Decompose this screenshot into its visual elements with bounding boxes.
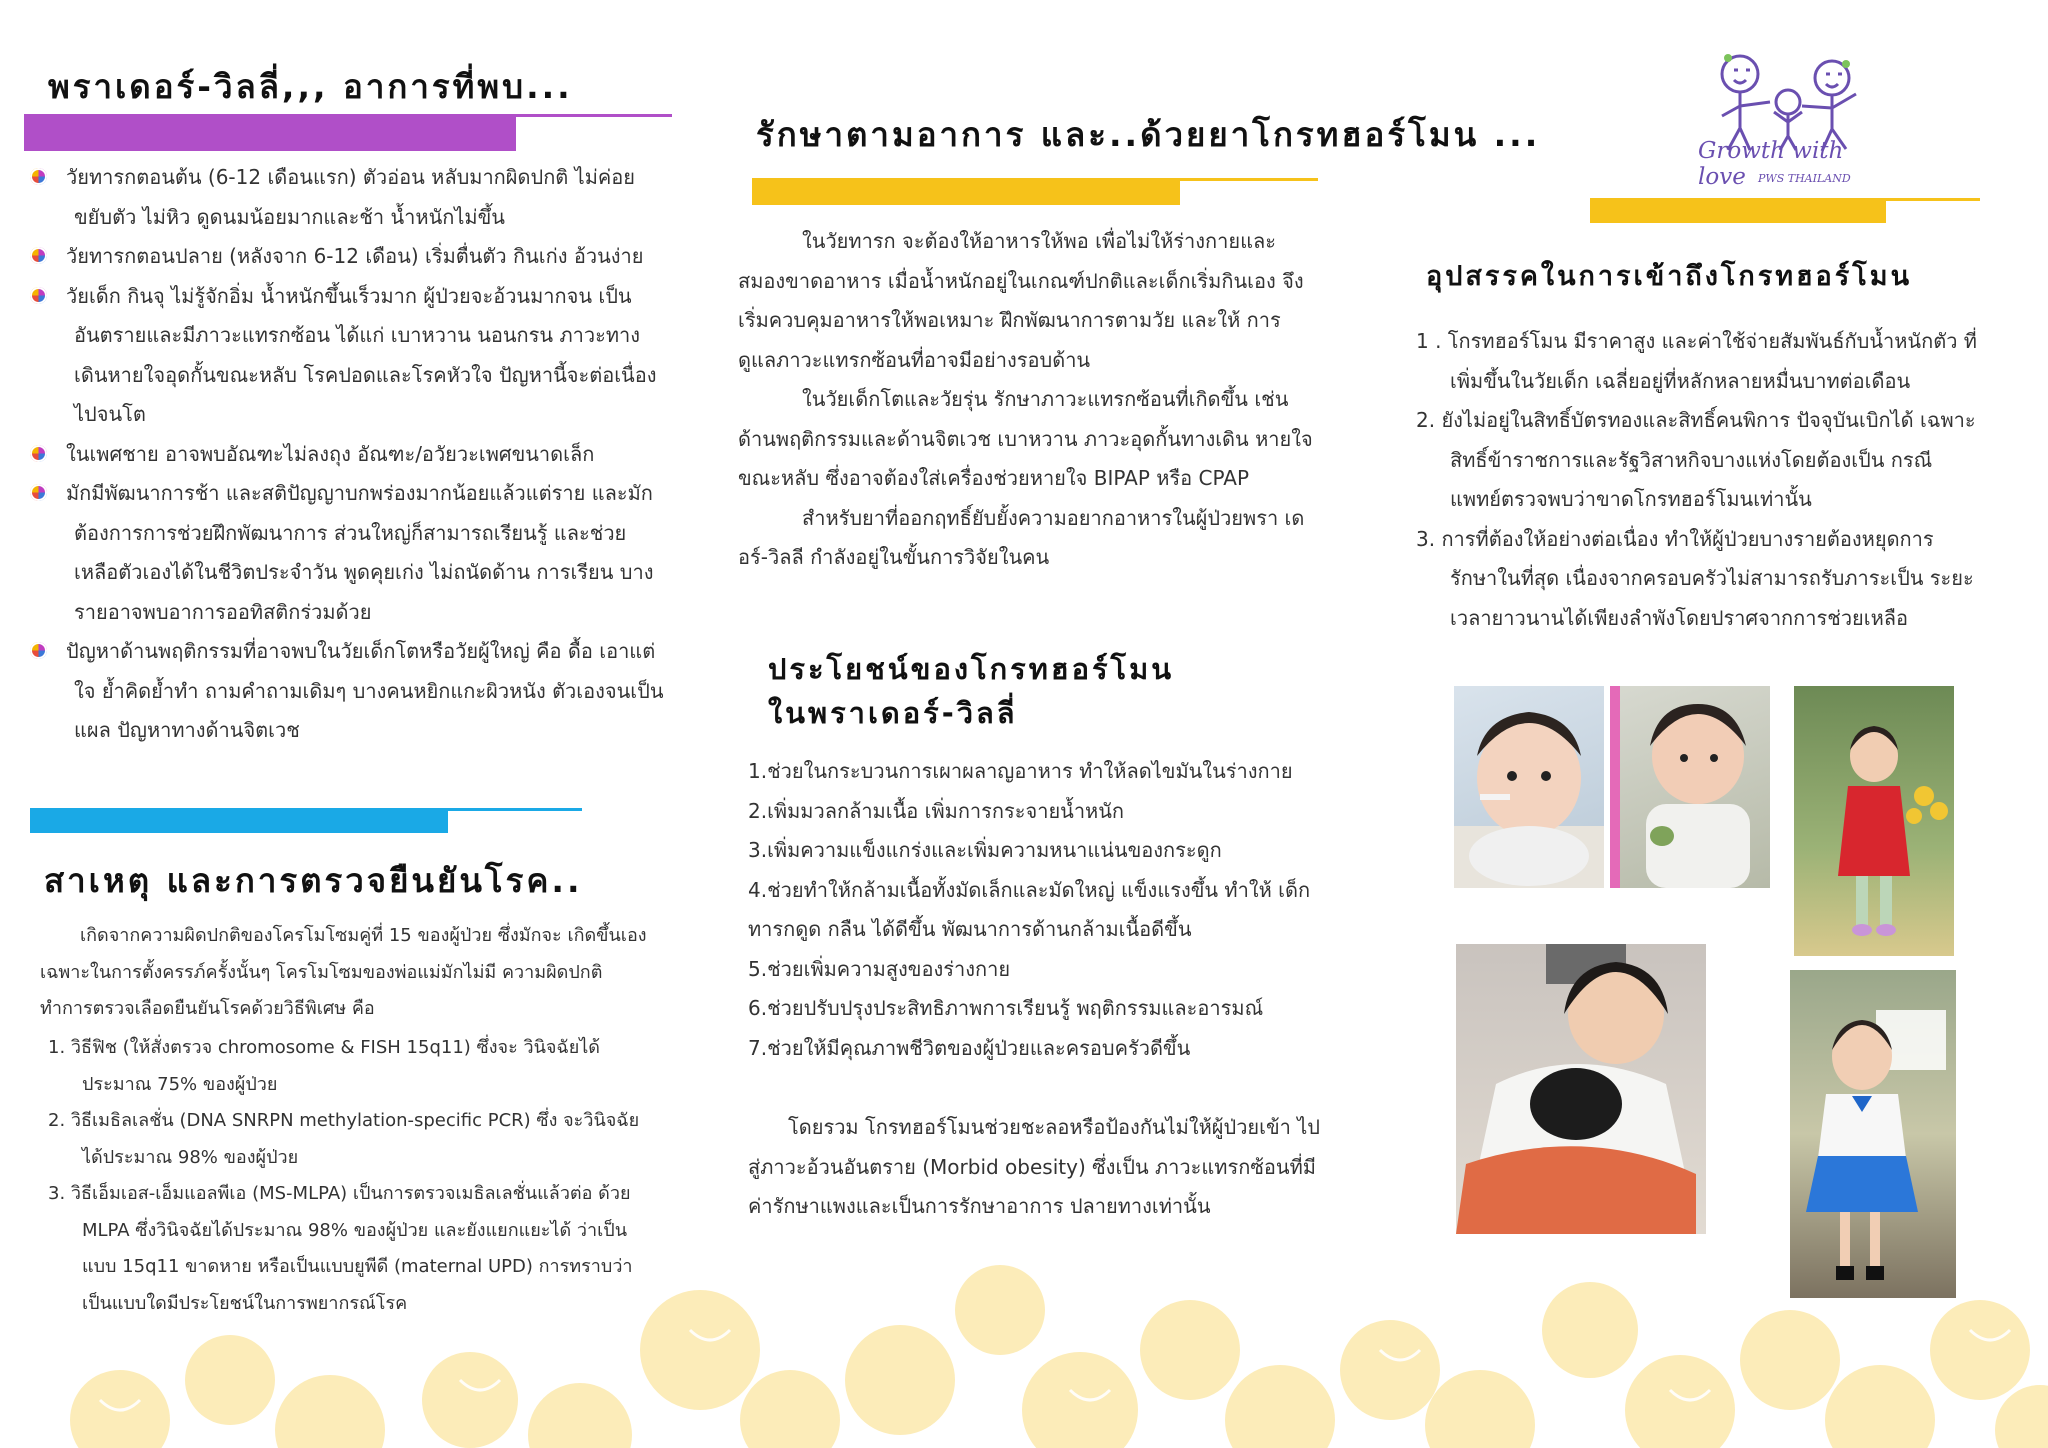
bullet-icon: [30, 287, 47, 304]
treatment-paragraph: ในวัยเด็กโตและวัยรุ่น รักษาภาวะแทรกซ้อนที่เกิดขึ้น เช่น ด้านพฤติกรรมและด้านจิตเวช เบาหวาน ภาวะอุดกั้นทางเดิน หายใจขณะหลับ ซึ่งอาจต้องใส่เครื่องช่วยหายใจ BIPAP หรือ CPAP: [738, 387, 1313, 490]
obstacle-item: 2. ยังไม่อยู่ในสิทธิ์บัตรทองและสิทธิ์คนพิการ ปัจจุบันเบิกได้ เฉพาะสิทธิ์ข้าราชการและรัฐวิสาหกิจบางแห่งโดยต้องเป็น กรณีแพทย์ตรวจพบว่าขาดโกรทฮอร์โมนเท่านั้น: [1416, 408, 1976, 511]
photo-toddler-eating: [1610, 686, 1770, 888]
symptom-item: ปัญหาด้านพฤติกรรมที่อาจพบในวัยเด็กโตหรือวัยผู้ใหญ่ คือ ดื้อ เอาแต่ใจ ย้ำคิดย้ำทำ ถามคำถามเดิมๆ บางคนหยิกแกะผิวหนัง ตัวเองจนเป็นแผล ปัญหาทางด้านจิตเวช: [28, 632, 668, 751]
cyan-divider-bar: [30, 811, 448, 833]
treatment-heading: รักษาตามอาการ และ..ด้วยยาโกรทฮอร์โมน ...: [756, 115, 1541, 154]
benefit-item: 2.เพิ่มมวลกล้ามเนื้อ เพิ่มการกระจายน้ำหนัก: [748, 798, 1125, 823]
logo-text: Growth with love: [1698, 138, 1844, 190]
test-list: [46, 1030, 646, 1322]
symptom-item: ในเพศชาย อาจพบอัณฑะไม่ลงถุง อัณฑะ/อวัยวะเพศขนาดเล็ก: [28, 435, 668, 475]
cause-heading: สาเหตุ และการตรวจยืนยันโรค..: [44, 861, 583, 900]
benefit-item: 1.ช่วยในกระบวนการเผาผลาญอาหาร ทำให้ลดไขมันในร่างกาย: [748, 759, 1293, 783]
symptom-item: มักมีพัฒนาการช้า และสติปัญญาบกพร่องมากน้อยแล้วแต่ราย และมักต้องการการช่วยฝึกพัฒนาการ ส่วนใหญ่ก็สามารถเรียนรู้ และช่วยเหลือตัวเองได้ในชีวิตประจำวัน พูดคุยเก่ง ไม่ถนัดด้าน การเรียน บางรายอาจพบอาการออทิสติกร่วมด้วย: [28, 474, 668, 632]
test-item: 2. วิธีเมธิลเลชั่น (DNA SNRPN methylation-specific PCR) ซึ่ง จะวินิจฉัยได้ประมาณ 98% ของผู้ป่วย: [48, 1110, 640, 1168]
treatment-text: [738, 222, 1318, 578]
photo-baby-lying: [1454, 686, 1604, 888]
treatment-paragraph: ในวัยทารก จะต้องให้อาหารให้พอ เพื่อไม่ให้ร่างกายและ สมองขาดอาหาร เมื่อน้ำหนักอยู่ในเกณฑ์ปกติและเด็กเริ่มกินเอง จึงเริ่มควบคุมอาหารให้พอเหมาะ ฝึกพัฒนาการตามวัย และให้ การดูแลภาวะแทรกซ้อนที่อาจมีอย่างรอบด้าน: [738, 229, 1304, 372]
symptom-item: วัยทารกตอนปลาย (หลังจาก 6-12 เดือน) เริ่มตื่นตัว กินเก่ง อ้วนง่าย: [28, 237, 668, 277]
growth-with-love-logo: [1696, 46, 1896, 196]
treatment-paragraph: สำหรับยาที่ออกฤทธิ์ยับยั้งความอยากอาหารในผู้ป่วยพรา เดอร์-วิลลี กำลังอยู่ในขั้นการวิจัยในคน: [738, 505, 1305, 569]
yellow-divider-bar-right: [1590, 201, 1886, 223]
benefit-item: 7.ช่วยให้มีคุณภาพชีวิตของผู้ป่วยและครอบครัวดีขึ้น: [748, 1035, 1191, 1060]
purple-divider-bar: [24, 117, 516, 151]
photo-woman-hugging-dog: [1456, 944, 1706, 1234]
benefits-heading-line2: ในพราเดอร์-วิลลี่: [768, 696, 1018, 730]
obstacle-item: 1 . โกรทฮอร์โมน มีราคาสูง และค่าใช้จ่ายสัมพันธ์กับน้ำหนักตัว ที่เพิ่มขึ้นในวัยเด็ก เฉลี่ยอยู่ที่หลักหลายหมื่นบาทต่อเดือน: [1416, 329, 1977, 393]
test-item: 1. วิธีฟิช (ให้สั่งตรวจ chromosome & FISH 15q11) ซึ่งจะ วินิจฉัยได้ประมาณ 75% ของผู้ป่วย: [48, 1037, 600, 1095]
bullet-icon: [30, 484, 47, 501]
test-item: 3. วิธีเอ็มเอส-เอ็มแอลพีเอ (MS-MLPA) เป็นการตรวจเมธิลเลชั่นแล้วต่อ ด้วย MLPA ซึ่งวินิจฉัยได้ประมาณ 98% ของผู้ป่วย และยังแยกแยะได้ ว่าเป็นแบบ 15q11 ขาดหาย หรือเป็นแบบยูพีดี (maternal UPD) การทราบว่าเป็นแบบใดมีประโยชน์ในการพยากรณ์โรค: [48, 1183, 633, 1314]
obstacles-heading: อุปสรรคในการเข้าถึงโกรทฮอร์โมน: [1426, 261, 1913, 292]
bullet-icon: [30, 445, 47, 462]
obstacle-list: [1412, 322, 1982, 638]
yellow-divider-bar: [752, 181, 1180, 205]
symptom-item: วัยทารกตอนต้น (6-12 เดือนแรก) ตัวอ่อน หลับมากผิดปกติ ไม่ค่อยขยับตัว ไม่หิว ดูดนมน้อยมากและช้า น้ำหนักไม่ขึ้น: [28, 158, 668, 237]
cause-intro: เกิดจากความผิดปกติของโครโมโซมคู่ที่ 15 ของผู้ป่วย ซึ่งมักจะ เกิดขึ้นเองเฉพาะในการตั้งครรภ์ครั้งนั้นๆ โครโมโซมของพ่อแม่มักไม่มี ความผิดปกติ ทำการตรวจเลือดยืนยันโรคด้วยวิธีพิเศษ คือ: [40, 925, 647, 1019]
photo-girl-school-uniform: [1790, 970, 1956, 1298]
benefit-item: 3.เพิ่มความแข็งแกร่งและเพิ่มความหนาแน่นของกระดูก: [748, 838, 1222, 862]
symptom-list: [28, 158, 668, 751]
bullet-icon: [30, 168, 47, 185]
benefit-item: 4.ช่วยทำให้กล้ามเนื้อทั้งมัดเล็กและมัดใหญ่ แข็งแรงขึ้น ทำให้ เด็กทารกดูด กลืน ได้ดีขึ้น พัฒนาการด้านกล้ามเนื้อดีขึ้น: [748, 877, 1311, 941]
benefit-item: 6.ช่วยปรับปรุงประสิทธิภาพการเรียนรู้ พฤติกรรมและอารมณ์: [748, 996, 1264, 1020]
obstacle-item: 3. การที่ต้องให้อย่างต่อเนื่อง ทำให้ผู้ป่วยบางรายต้องหยุดการ รักษาในที่สุด เนื่องจากครอบครัวไม่สามารถรับภาระเป็น ระยะเวลายาวนานได้เพียงลำพังโดยปราศจากการช่วยเหลือ: [1416, 526, 1974, 630]
symptoms-heading: พราเดอร์-วิลลี่,,, อาการที่พบ...: [48, 67, 573, 106]
benefit-list: [748, 752, 1328, 1068]
symptom-item: วัยเด็ก กินจุ ไม่รู้จักอิ่ม น้ำหนักขึ้นเร็วมาก ผู้ป่วยจะอ้วนมากจน เป็นอันตรายและมีภาวะแทรกซ้อน ได้แก่ เบาหวาน นอนกรน ภาวะทางเดินหายใจอุดกั้นขณะหลับ โรคปอดและโรคหัวใจ ปัญหานี้จะต่อเนื่องไปจนโต: [28, 277, 668, 435]
bullet-icon: [30, 642, 47, 659]
photo-girl-red-dress: [1794, 686, 1954, 956]
benefits-heading-line1: ประโยชน์ของโกรทฮอร์โมน: [768, 652, 1175, 686]
bullet-icon: [30, 247, 47, 264]
summary-paragraph: โดยรวม โกรทฮอร์โมนช่วยชะลอหรือป้องกันไม่ให้ผู้ป่วยเข้า ไปสู่ภาวะอ้วนอันตราย (Morbid obesity) ซึ่งเป็น ภาวะแทรกซ้อนที่มีค่ารักษาแพงและเป็นการรักษาอาการ ปลายทางเท่านั้น: [748, 1115, 1321, 1218]
benefit-item: 5.ช่วยเพิ่มความสูงของร่างกาย: [748, 956, 1011, 981]
logo-subtext: PWS THAILAND: [1758, 172, 1851, 185]
